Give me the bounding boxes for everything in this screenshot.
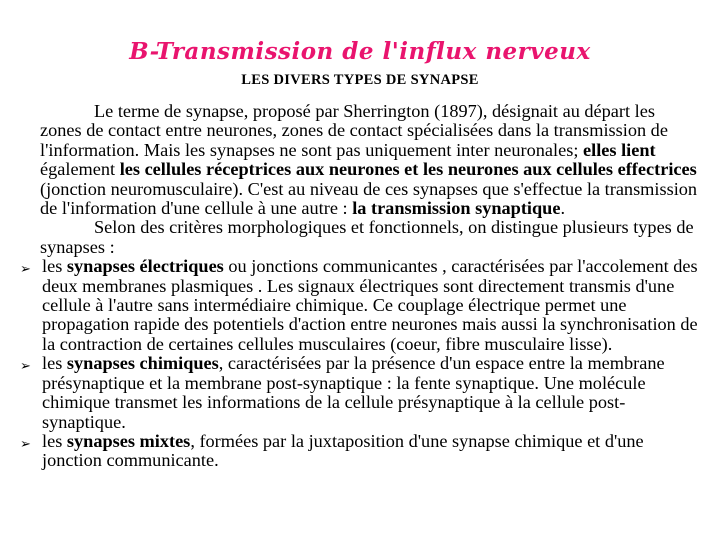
bullet-arrow-icon: ➢ xyxy=(20,261,31,277)
bullet-arrow-icon: ➢ xyxy=(20,358,31,374)
bullet-item xyxy=(20,257,698,354)
text-run: Le terme de synapse, proposé par Sherrington (1897), désignait au départ les zones de contact entre neurones, zones de contact spécialisées dans la transmission de l'information. Mais les synapses ne sont pas uniquement inter neuronales; elles lient également les cellules réceptrices aux neurones et les neurones aux cellules effectrices (jonction neuromusculaire). C'est au niveau de ces synapses que s'effectue la transmission de l'information d'une cellule à une autre : la transmission synaptique. xyxy=(40,101,698,219)
paragraph xyxy=(40,102,698,218)
text-run: Selon des critères morphologiques et fonctionnels, on distingue plusieurs types de synapses : xyxy=(40,217,694,257)
paragraph xyxy=(40,218,698,257)
text-run: les synapses électriques ou jonctions communicantes , caractérisées par l'accolement des deux membranes plasmiques . Les signaux électriques sont directement transmis d'une cellule à l'autre sans intermédiaire chimique. Ce couplage électrique permet une propagation rapide des potentiels d'action entre neurones mais aussi la synchronisation de la contraction de certaines cellules musculaires (coeur, fibre musculaire lisse). xyxy=(42,256,698,354)
bullet-item xyxy=(20,432,698,471)
text-run: les synapses mixtes, formées par la juxtaposition d'une synapse chimique et d'une jonction communicante. xyxy=(42,430,644,471)
bullet-item xyxy=(20,354,698,432)
slide-body xyxy=(20,102,698,471)
slide-subtitle: LES DIVERS TYPES DE SYNAPSE xyxy=(241,72,479,88)
text-run: les synapses chimiques, caractérisées par la présence d'un espace entre la membrane présynaptique et la membrane post-synaptique : la fente synaptique. Une molécule chimique transmet les informations de la cellule présynaptique à la cellule post-synaptique. xyxy=(42,353,665,432)
bullet-arrow-icon: ➢ xyxy=(20,435,31,451)
slide-title: B-Transmission de l'influx nerveux xyxy=(129,38,591,65)
